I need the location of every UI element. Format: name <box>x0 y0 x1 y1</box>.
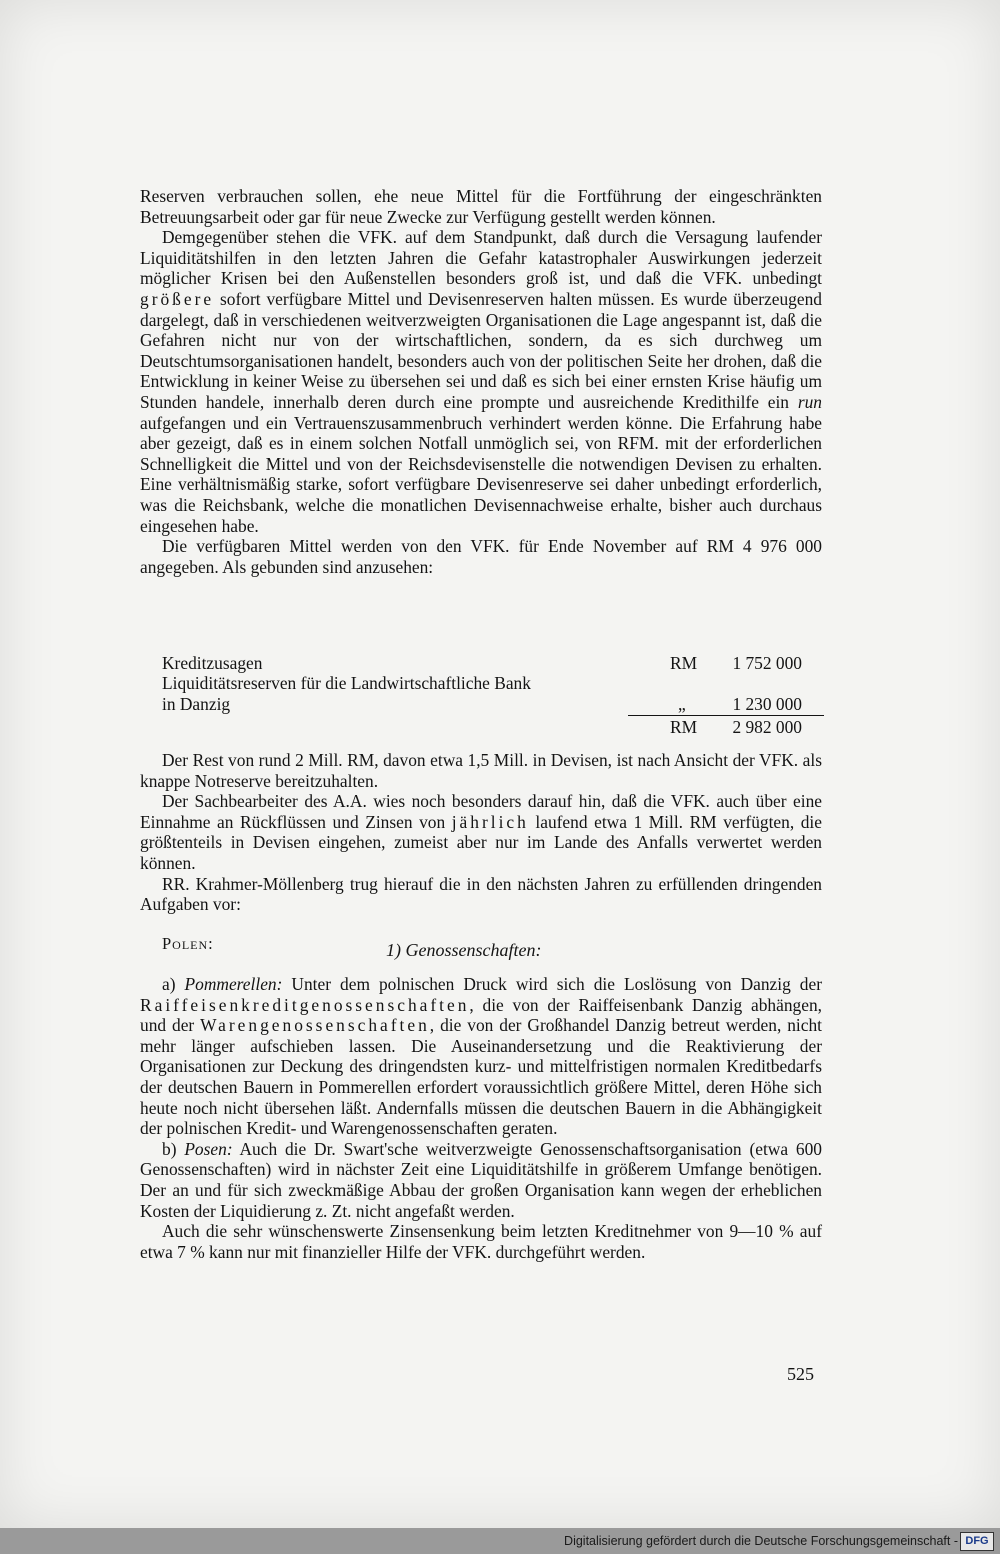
page-number: 525 <box>787 1364 814 1384</box>
ledger-currency: RM <box>670 653 698 673</box>
emphasis-raiffeisen: Raiffeisenkreditgenossenschaften <box>140 994 470 1015</box>
paragraph-liquidity-part3: aufgefangen und ein Vertrauenszusammenbruch verhindert werden könne. Die Erfahrung habe aber gezeigt, daß es in einem solchen Notfall unmöglich sei, von RFM. mit der erforderlichen Schnelligkeit die Mittel und von der Reichsdevisenstelle die notwendigen Devisen zu erhalten. Eine verhältnismäßig starke, sofort verfügbare Devisenreserve sei daher unbedingt erforderlich, was die Reichsbank, welche die monatlichen Devisennachweise erhalte, bisher auch durchaus eingesehen habe. <box>140 412 822 536</box>
ledger-amount: 1 752 000 <box>732 653 802 673</box>
dfg-logo: DFG <box>960 1532 994 1551</box>
item-marker-a: a) <box>162 974 185 994</box>
paragraph-krahmer: RR. Krahmer-Möllenberg trug hierauf die in den nächsten Jahren zu erfüllenden dringenden Aufgaben vor: <box>140 873 822 915</box>
ledger-row-reserves <box>162 673 824 694</box>
paragraph-pommerellen <box>140 974 822 1139</box>
emphasis-jaehrlich: jährlich <box>451 811 529 832</box>
ledger-currency: RM <box>670 717 698 737</box>
emphasis-run: run <box>797 391 822 412</box>
paragraph-aa-officer <box>140 791 822 873</box>
paragraph-reserves: Reserven verbrauchen sollen, ehe neue Mittel für die Fortführung der eingeschränkten Betreuungsarbeit oder gar für neue Zwecke zur Verfügung gestellt werden können. <box>140 186 822 227</box>
ledger-label: Kreditzusagen <box>162 653 263 673</box>
body-text-top <box>140 186 822 577</box>
region-posen: Posen: <box>184 1138 233 1159</box>
body-text-middle <box>140 750 822 915</box>
emphasis-waren: Warengenossenschaften <box>200 1015 430 1036</box>
emphasis-groessere: größere <box>140 288 215 309</box>
paragraph-liquidity-part2: sofort verfügbare Mittel und Devisenreserven halten müssen. Es wurde überzeugend dargelegt, daß in verschiedenen weitverzweigten Organisationen die Lage angespannt ist, daß die Gefahren nicht nur von der wirtschaftlichen, sondern, da es sich durchweg um Deutschtumsorganisationen handelt, besonders auch von der politischen Seite her drohen, daß die Entwicklung in keiner Weise zu übersehen sei und daß es sich bei einer ernsten Krise häufig um Stunden handele, innerhalb deren durch eine prompte und ausreichende Kredithilfe ein <box>140 288 822 412</box>
ledger-label: Liquiditätsreserven für die Landwirtschaftliche Bank <box>162 673 531 693</box>
body-text-cooperatives <box>140 974 822 1262</box>
paragraph-aa-part1: Der Sachbearbeiter des A.A. wies noch besonders darauf hin, daß die VFK. auch über eine Einnahme an Rückflüssen und Zinsen von <box>140 791 822 832</box>
paragraph-posen <box>140 1139 822 1221</box>
ledger-row-credit <box>162 653 824 674</box>
paragraph-pommerellen-part3: , die von der Großhandel Danzig betreut werden, nicht mehr länger aufschieben lassen. Die Auseinandersetzung und die Reaktivierung der Organisationen zur Deckung des dringendsten kurz- und mittelfristigen normalen Kreditbedarfs der deutschen Bauern in Pommerellen erfordert voraussichtlich größere Mittel, deren Höhe sich heute noch nicht übersehen läßt. Andernfalls müssen die deutschen Bauern in die Abhängigkeit der polnischen Kredit- und Warengenossenschaften geraten. <box>140 1015 822 1139</box>
footer-credit-text: Digitalisierung gefördert durch die Deutsche Forschungsgemeinschaft - <box>564 1534 958 1548</box>
ledger-ditto-mark: „ <box>678 694 686 714</box>
paragraph-pommerellen-part2: , die von der Raiffeisenbank Danzig abhängen, und der <box>140 994 822 1036</box>
item-marker-b: b) <box>162 1138 185 1159</box>
ledger-total-amount: 2 982 000 <box>732 717 802 737</box>
ledger-amount: 1 230 000 <box>732 694 802 714</box>
paragraph-aa-part2: laufend etwa 1 Mill. RM verfügten, die größtenteils in Devisen eingehen, zumeist aber nur im Lande des Anfalls verwertet werden können. <box>140 811 822 873</box>
section-heading-polen: Polen: <box>162 934 214 953</box>
subsection-heading-cooperatives: 1) Genossenschaften: <box>386 940 542 960</box>
paragraph-remainder: Der Rest von rund 2 Mill. RM, davon etwa 1,5 Mill. in Devisen, ist nach Ansicht der VFK. als knappe Notreserve bereitzuhalten. <box>140 750 822 791</box>
ledger-row-danzig <box>162 694 824 715</box>
ledger-sum-rule <box>628 715 824 716</box>
region-pommerellen: Pommerellen: <box>184 974 283 994</box>
paragraph-liquidity-part1: Demgegenüber stehen die VFK. auf dem Standpunkt, daß durch die Versagung laufender Liquiditätshilfen in den letzten Jahren die Gefahr katastrophaler Auswirkungen jederzeit möglicher Krisen bei den Außenstellen besonders groß ist, und daß die VFK. unbedingt <box>140 227 822 289</box>
paragraph-posen-text: Auch die Dr. Swart'sche weitverzweigte Genossenschaftsorganisation (etwa 600 Genossenschaften) wird in nächster Zeit eine Liquiditätshilfe in größerem Umfange benötigen. Der an und für sich zweckmäßige Abbau der großen Organisation kann wegen der erheblichen Kosten der Liquidierung z. Zt. nicht angefaßt werden. <box>140 1138 822 1221</box>
paragraph-pommerellen-part1: Unter dem polnischen Druck wird sich die Loslösung von Danzig der <box>282 974 823 994</box>
ledger-label: in Danzig <box>162 694 231 714</box>
paragraph-interest: Auch die sehr wünschenswerte Zinsensenkung beim letzten Kreditnehmer von 9—10 % auf etwa 7 % kann nur mit finanzieller Hilfe der VFK. durchgeführt werden. <box>140 1221 822 1262</box>
paragraph-liquidity <box>140 227 822 536</box>
paragraph-available-funds: Die verfügbaren Mittel werden von den VFK. für Ende November auf RM 4 976 000 angegeben. Als gebunden sind anzusehen: <box>140 536 822 577</box>
ledger-row-total <box>162 717 824 738</box>
